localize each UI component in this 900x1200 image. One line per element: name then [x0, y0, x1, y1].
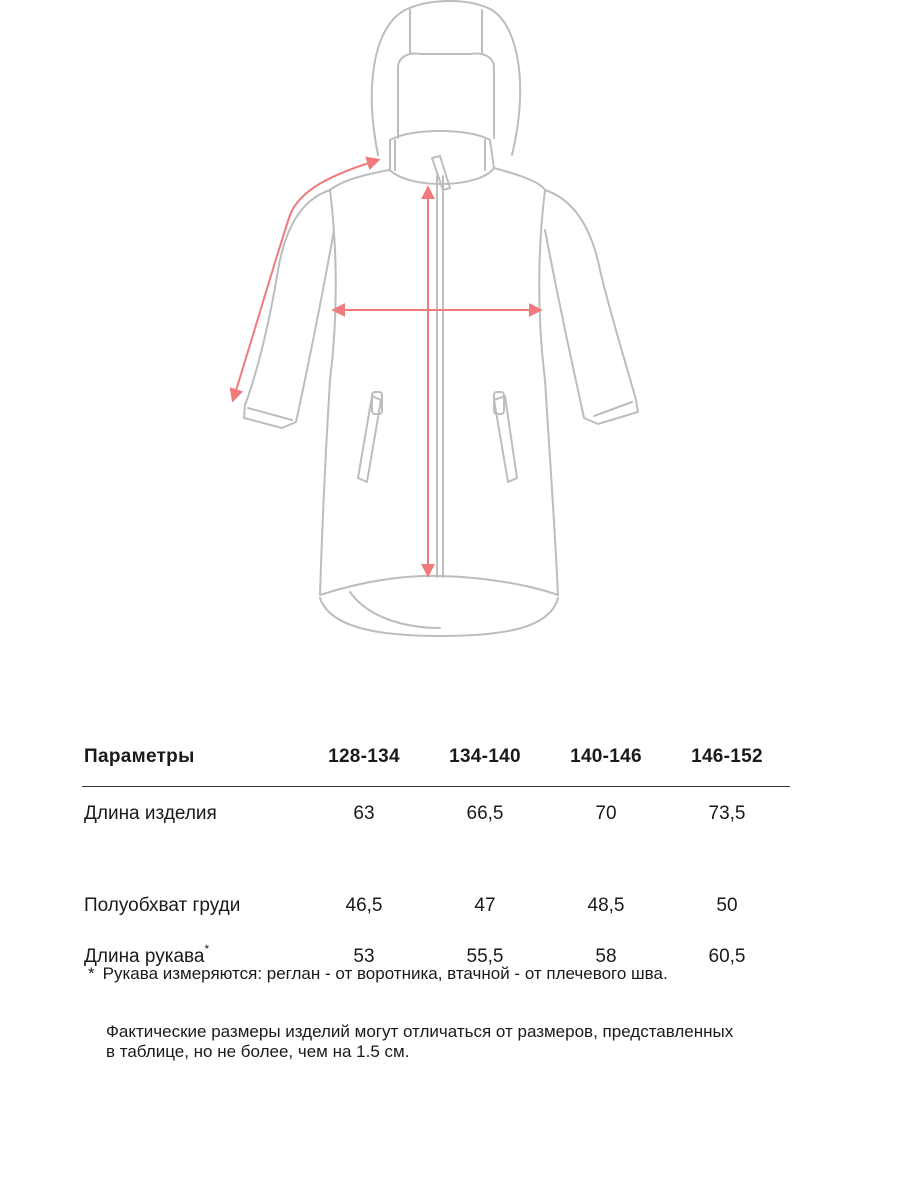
table-cell: 70 [595, 803, 617, 824]
right-sleeve [545, 190, 638, 424]
coat-right-side [494, 168, 558, 595]
row-label-chest: Полуобхват груди [84, 895, 241, 916]
coat-hem [320, 576, 558, 595]
header-size-4: 146-152 [691, 746, 763, 767]
footnote-marker: * [204, 942, 210, 956]
table-cell: 50 [716, 895, 738, 916]
table-row [82, 889, 790, 967]
header-size-1: 128-134 [328, 746, 400, 767]
right-pocket [494, 396, 517, 482]
table-cell: 55,5 [466, 946, 504, 967]
table-cell: 48,5 [587, 895, 625, 916]
header-parameters: Параметры [84, 746, 195, 767]
table-row [82, 838, 790, 916]
row-label-sleeve-text: Длина рукава [84, 946, 205, 967]
table-cell: 47 [474, 895, 496, 916]
header-size-3: 140-146 [570, 746, 642, 767]
disclaimer-line-2: в таблице, но не более, чем на 1.5 см. [106, 1042, 410, 1061]
table-cell: 53 [353, 946, 375, 967]
table-cell: 63 [353, 803, 375, 824]
table-row [82, 787, 790, 838]
table-cell: 46,5 [345, 895, 383, 916]
left-sleeve [244, 190, 334, 428]
coat-diagram [215, 0, 655, 645]
sleeve-measure-arrow [233, 160, 378, 400]
table-cell: 66,5 [466, 803, 504, 824]
table-cell: 58 [595, 946, 617, 967]
header-size-2: 134-140 [449, 746, 521, 767]
size-disclaimer [106, 1022, 806, 1062]
row-label-length: Длина изделия [84, 803, 217, 824]
table-cell: 73,5 [708, 803, 746, 824]
left-pocket [358, 396, 381, 482]
table-cell: 60,5 [708, 946, 746, 967]
coat-left-side [320, 170, 390, 595]
disclaimer-line-1: Фактические размеры изделий могут отличаться от размеров, представленных [106, 1022, 734, 1041]
size-table [82, 742, 790, 967]
footnote-text: Рукава измеряются: реглан - от воротника, втачной - от плечевого шва. [102, 964, 668, 983]
footnote [88, 964, 668, 984]
footnote-star: * [88, 964, 95, 983]
table-header-row [82, 742, 790, 787]
hood-inner [398, 54, 494, 138]
